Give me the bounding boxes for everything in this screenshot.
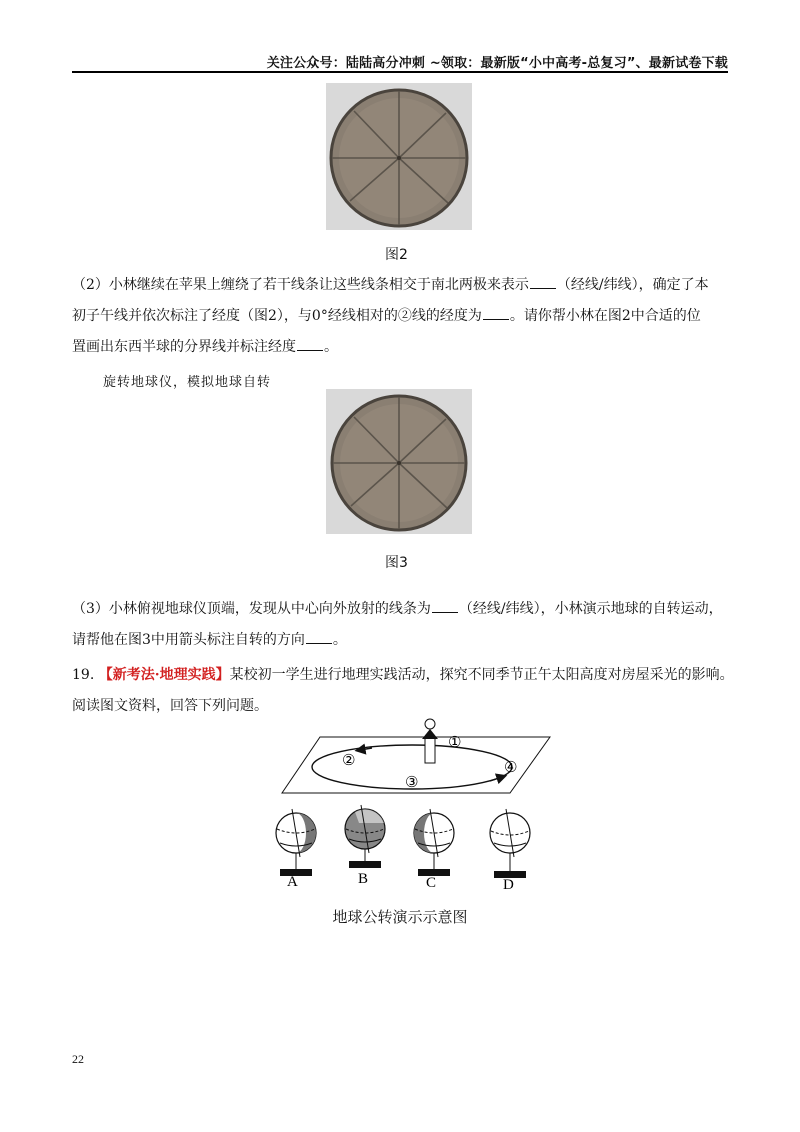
answer-blank[interactable] <box>297 338 323 351</box>
orbit-label-3: ③ <box>405 773 419 791</box>
page-number: 22 <box>72 1052 84 1066</box>
globe-d <box>490 809 530 878</box>
q2-line1-b: （经线/纬线），确定了本 <box>556 277 709 293</box>
q3-line2-a: 请帮他在图3中用箭头标注自转的方向 <box>72 632 305 648</box>
question-3 <box>72 594 728 656</box>
diagram-caption: 地球公转演示示意图 <box>332 908 468 926</box>
apple-photo-figure-3 <box>326 389 472 534</box>
globe-label-c: C <box>426 875 437 891</box>
q19-tag: 【新考法·地理实践】 <box>98 667 230 683</box>
q3-line2-b: 。 <box>332 632 347 648</box>
q2-line2-b: 。请你帮小林在图2中合适的位 <box>509 308 701 324</box>
globe-label-b: B <box>358 871 369 887</box>
apple-photo-figure-2 <box>326 83 472 230</box>
q3-line1-a: （3）小林俯视地球仪顶端，发现从中心向外放射的线条为 <box>72 601 431 617</box>
orbit-label-4: ④ <box>504 758 518 776</box>
globe-b <box>345 805 385 868</box>
orbit-label-1: ① <box>448 733 462 751</box>
answer-blank[interactable] <box>432 600 458 613</box>
figure-2-caption: 图2 <box>385 247 408 263</box>
orbit-label-2: ② <box>342 751 356 769</box>
globe-c <box>414 809 454 876</box>
q2-line2-a: 初子午线并依次标注了经度（图2），与0°经线相对的②线的经度为 <box>72 308 482 324</box>
q3-line1-b: （经线/纬线），小林演示地球的自转运动， <box>458 601 723 617</box>
globe-label-d: D <box>503 877 514 893</box>
answer-blank[interactable] <box>530 276 556 289</box>
globe-label-a: A <box>287 874 298 890</box>
instruction-note: 旋转地球仪，模拟地球自转 <box>103 375 272 390</box>
answer-blank[interactable] <box>306 631 332 644</box>
answer-blank[interactable] <box>483 307 509 320</box>
q19-number: 19. <box>72 667 95 683</box>
q2-line3-b: 。 <box>324 339 338 355</box>
globe-a <box>276 809 316 876</box>
figure-3-caption: 图3 <box>385 555 408 571</box>
question-19 <box>72 660 734 722</box>
page-header: 关注公众号：陆陆高分冲刺 ~领取：最新版“小中高考-总复习”、最新试卷下载 <box>266 56 728 71</box>
q19-line1: 某校初一学生进行地理实践活动，探究不同季节正午太阳高度对房屋采光的影响。 <box>229 667 734 683</box>
question-2 <box>72 270 728 363</box>
q2-line3-a: 置画出东西半球的分界线并标注经度 <box>72 339 296 355</box>
earth-orbit-diagram <box>260 715 560 900</box>
header-rule <box>72 71 728 73</box>
q19-line2: 阅读图文资料，回答下列问题。 <box>72 698 268 714</box>
q2-line1-a: （2）小林继续在苹果上缠绕了若干线条让这些线条相交于南北两极来表示 <box>72 277 529 293</box>
lamp-icon <box>422 719 438 763</box>
